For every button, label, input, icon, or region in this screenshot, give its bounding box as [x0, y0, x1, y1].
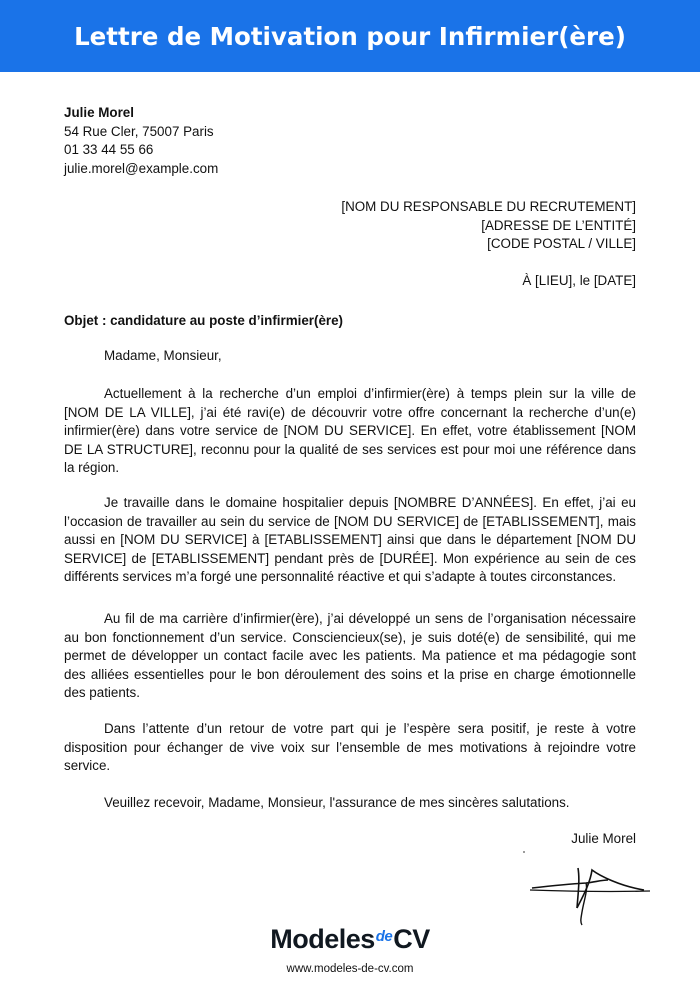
- page-title: Lettre de Motivation pour Infirmier(ère): [74, 21, 626, 51]
- handwritten-signature: [520, 850, 660, 930]
- closing-formula: Veuillez recevoir, Madame, Monsieur, l'assurance de mes sincères salutations.: [104, 795, 570, 810]
- sender-name: Julie Morel: [64, 105, 134, 120]
- logo-word: de: [375, 928, 393, 945]
- logo-word: CV: [393, 924, 430, 954]
- title-banner: [0, 0, 700, 72]
- body-paragraph: Actuellement à la recherche d’un emploi d’infirmier(ère) à temps plein sur la ville de [NOM DE LA VILLE], j’ai été ravi(e) de découvrir votre offre concernant la recherche d’un(e) infirmier(ère) dans votre service de [NOM DU SERVICE]. En effet, votre établissement [NOM DE LA STRUCTURE], reconnu pour la qualité de ses services est pour moi une référence dans la région.: [64, 386, 636, 476]
- place-date: À [LIEU], le [DATE]: [522, 273, 636, 288]
- sender-block: [64, 104, 218, 178]
- sender-address: 54 Rue Cler, 75007 Paris: [64, 123, 214, 139]
- logo-word: Modeles: [270, 924, 375, 954]
- salutation: Madame, Monsieur,: [104, 348, 222, 363]
- signature-name: Julie Morel: [571, 831, 636, 846]
- subject-line: Objet : candidature au poste d’infirmier(ère): [64, 313, 344, 328]
- body-paragraph: Dans l’attente d’un retour de votre part qui je l’espère sera positif, je reste à votre disposition pour échanger de vive voix sur l’ensemble de mes motivations à rejoindre votre service.: [64, 721, 636, 774]
- recipient-line: [CODE POSTAL / VILLE]: [487, 236, 636, 252]
- recipient-line: [ADRESSE DE L’ENTITÉ]: [481, 217, 636, 233]
- recipient-block: [341, 198, 636, 254]
- sender-phone: 01 33 44 55 66: [64, 142, 154, 158]
- brand-logo: [0, 924, 700, 955]
- body-paragraph: Au fil de ma carrière d’infirmier(ère), j’ai développé un sens de l’organisation nécessaire au bon fonctionnement d’un service. Consciencieux(se), je suis doté(e) de sensibilité, qui me permet de développer un contact facile avec les patients. Ma patience et ma pédagogie sont des alliées essentielles pour le bon déroulement des soins et la prise en charge émotionnelle des patients.: [64, 611, 636, 701]
- body-paragraph: Je travaille dans le domaine hospitalier depuis [NOMBRE D’ANNÉES]. En effet, j’ai eu l’occasion de travailler au sein du service de [NOM DU SERVICE] de [ETABLISSEMENT], mais aussi en [NOM DU SERVICE] à [ETABLISSEMENT] ainsi que dans le département [NOM DU SERVICE] de [ETABLISSEMENT] pendant près de [DURÉE]. Mon expérience au sein de ces différents services m’a forgé une personnalité réactive et qui s’adapte à toutes circonstances.: [64, 495, 636, 585]
- website-link[interactable]: www.modeles-de-cv.com: [286, 963, 414, 975]
- sender-email: julie.morel@example.com: [64, 160, 219, 176]
- recipient-line: [NOM DU RESPONSABLE DU RECRUTEMENT]: [341, 199, 636, 214]
